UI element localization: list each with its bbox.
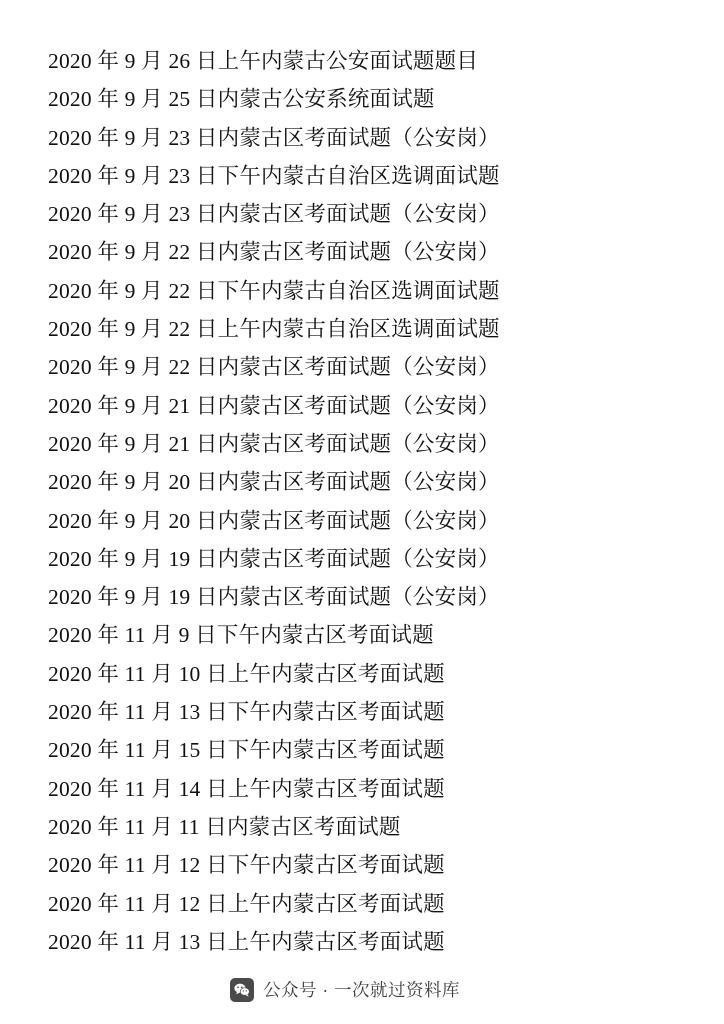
list-item: 2020 年 11 月 9 日下午内蒙古区考面试题 [48,623,434,648]
list-item: 2020 年 9 月 22 日内蒙古区考面试题（公安岗） [48,240,500,265]
list-item: 2020 年 11 月 13 日下午内蒙古区考面试题 [48,700,445,725]
document-line-list [48,42,684,961]
list-item: 2020 年 9 月 19 日内蒙古区考面试题（公安岗） [48,585,500,610]
footer-text: 公众号 · 一次就过资料库 [262,980,461,1000]
list-item: 2020 年 9 月 22 日下午内蒙古自治区选调面试题 [48,278,500,303]
list-item: 2020 年 9 月 25 日内蒙古公安系统面试题 [48,87,435,112]
list-item: 2020 年 11 月 13 日上午内蒙古区考面试题 [48,929,445,954]
list-item: 2020 年 11 月 11 日内蒙古区考面试题 [48,814,401,839]
list-item: 2020 年 11 月 12 日下午内蒙古区考面试题 [48,853,445,878]
list-item: 2020 年 11 月 15 日下午内蒙古区考面试题 [48,738,445,763]
list-item: 2020 年 11 月 12 日上午内蒙古区考面试题 [48,891,445,916]
footer-inner [230,977,494,1002]
list-item: 2020 年 9 月 23 日下午内蒙古自治区选调面试题 [48,163,500,188]
list-item: 2020 年 9 月 26 日上午内蒙古公安面试题题目 [48,49,479,73]
list-item: 2020 年 9 月 22 日内蒙古区考面试题（公安岗） [48,355,500,380]
list-item: 2020 年 9 月 23 日内蒙古区考面试题（公安岗） [48,125,500,150]
list-item: 2020 年 11 月 14 日上午内蒙古区考面试题 [48,776,445,801]
list-item: 2020 年 9 月 21 日内蒙古区考面试题（公安岗） [48,431,500,456]
list-item: 2020 年 11 月 10 日上午内蒙古区考面试题 [48,661,445,686]
list-item: 2020 年 9 月 22 日上午内蒙古自治区选调面试题 [48,317,500,342]
list-item: 2020 年 9 月 23 日内蒙古区考面试题（公安岗） [48,202,500,227]
list-item: 2020 年 9 月 19 日内蒙古区考面试题（公安岗） [48,546,500,571]
list-item: 2020 年 9 月 20 日内蒙古区考面试题（公安岗） [48,508,500,533]
list-item: 2020 年 9 月 21 日内蒙古区考面试题（公安岗） [48,393,500,418]
wechat-icon [230,978,254,1002]
footer-watermark [0,977,724,1002]
list-item: 2020 年 9 月 20 日内蒙古区考面试题（公安岗） [48,470,500,495]
